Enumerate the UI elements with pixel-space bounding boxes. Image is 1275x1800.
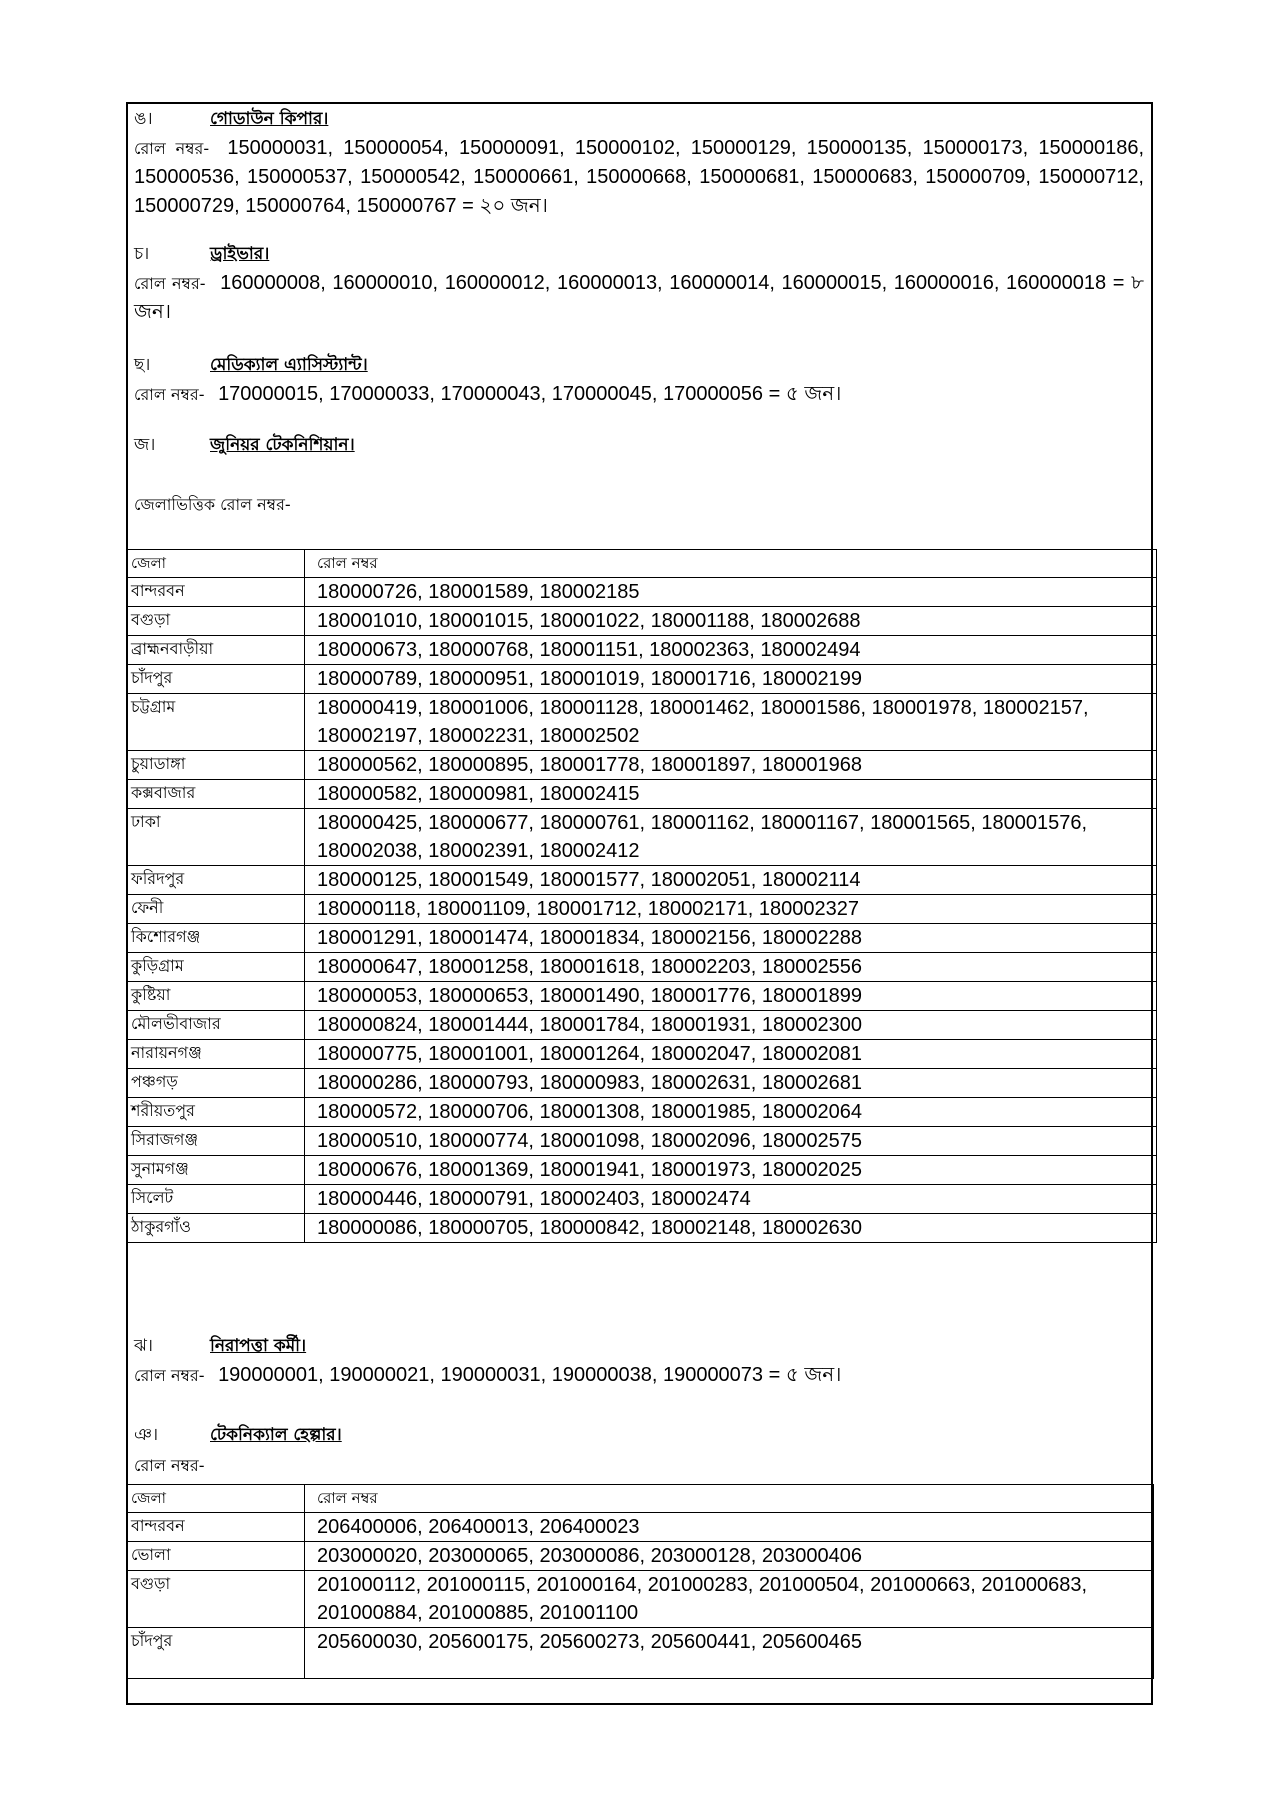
roll-numbers-cell: 180000775, 180001001, 180001264, 180002047, 180002081: [305, 1040, 1157, 1069]
district-cell: কিশোরগঞ্জ: [127, 924, 305, 953]
table-row: [127, 1513, 1154, 1542]
section-heading-medical-assistant: [134, 354, 1144, 376]
table-row: [127, 1185, 1157, 1214]
roll-paragraph-medical-assistant: [134, 380, 1144, 409]
table-row: [127, 607, 1157, 636]
table-row: [127, 1542, 1154, 1571]
district-cell: ফেনী: [127, 895, 305, 924]
district-cell: বান্দরবন: [127, 578, 305, 607]
roll-numbers-cell: 180000824, 180001444, 180001784, 180001931, 180002300: [305, 1011, 1157, 1040]
table-row: [127, 1098, 1157, 1127]
roll-numbers-cell: 180000086, 180000705, 180000842, 180002148, 180002630: [305, 1214, 1157, 1243]
table-row: [127, 1011, 1157, 1040]
section-number: ঙ।: [134, 109, 153, 129]
table-row: [127, 1156, 1157, 1185]
section-title: জুনিয়র টেকনিশিয়ান।: [210, 435, 355, 455]
roll-numbers-cell: 180000676, 180001369, 180001941, 180001973, 180002025: [305, 1156, 1157, 1185]
roll-numbers-cell: 180000286, 180000793, 180000983, 180002631, 180002681: [305, 1069, 1157, 1098]
roll-numbers-cell: 180001291, 180001474, 180001834, 180002156, 180002288: [305, 924, 1157, 953]
roll-numbers-cell: 180001010, 180001015, 180001022, 180001188, 180002688: [305, 607, 1157, 636]
table-row: [127, 866, 1157, 895]
roll-label: রোল নম্বর-: [134, 139, 210, 158]
roll-list: 160000008, 160000010, 160000012, 160000013, 160000014, 160000015, 160000016, 160000018 = ৮ জন।: [134, 272, 1144, 323]
district-cell: ব্রাহ্মনবাড়ীয়া: [127, 636, 305, 665]
roll-numbers-cell: 180000562, 180000895, 180001778, 180001897, 180001968: [305, 751, 1157, 780]
roll-numbers-cell: 180000726, 180001589, 180002185: [305, 578, 1157, 607]
roll-paragraph-godown-keeper: [134, 134, 1144, 221]
table-row: [127, 1127, 1157, 1156]
district-cell: চুয়াডাঙ্গা: [127, 751, 305, 780]
roll-numbers-cell: 201000112, 201000115, 201000164, 201000283, 201000504, 201000663, 201000683, 201000884, 201000885, 201001100: [305, 1571, 1154, 1628]
table-row: [127, 924, 1157, 953]
roll-label: রোল নম্বর-: [134, 1366, 205, 1385]
table-header-row: [127, 1485, 1154, 1513]
table-row: [127, 665, 1157, 694]
district-cell: কক্সবাজার: [127, 780, 305, 809]
table-row: [127, 953, 1157, 982]
roll-numbers-cell: 180000053, 180000653, 180001490, 180001776, 180001899: [305, 982, 1157, 1011]
table-row: [127, 809, 1157, 866]
table-row: [127, 694, 1157, 751]
section-heading-technical-helper: [134, 1424, 1144, 1446]
district-cell: কুষ্টিয়া: [127, 982, 305, 1011]
table-row: [127, 1571, 1154, 1628]
district-cell: শরীয়তপুর: [127, 1098, 305, 1127]
roll-label: রোল নম্বর-: [134, 385, 205, 404]
district-cell: মৌলভীবাজার: [127, 1011, 305, 1040]
district-roll-subtitle: জেলাভিত্তিক রোল নম্বর-: [134, 495, 291, 514]
section-heading-security-staff: [134, 1335, 1144, 1357]
roll-list: 190000001, 190000021, 190000031, 190000038, 190000073 = ৫ জন।: [218, 1364, 842, 1386]
district-cell: সুনামগঞ্জ: [127, 1156, 305, 1185]
roll-numbers-cell: 206400006, 206400013, 206400023: [305, 1513, 1154, 1542]
district-cell: ঠাকুরগাঁও: [127, 1214, 305, 1243]
roll-numbers-cell: 180000125, 180001549, 180001577, 180002051, 180002114: [305, 866, 1157, 895]
roll-column-header: রোল নম্বর: [305, 1485, 1154, 1513]
roll-paragraph-driver: [134, 269, 1144, 327]
technical-helper-district-table: [126, 1484, 1154, 1679]
table-row: [127, 636, 1157, 665]
district-column-header: জেলা: [127, 550, 305, 578]
section-number: চ।: [134, 244, 150, 264]
section-title: টেকনিক্যাল হেল্পার।: [210, 1425, 342, 1445]
roll-numbers-cell: 180000789, 180000951, 180001019, 180001716, 180002199: [305, 665, 1157, 694]
district-cell: সিলেট: [127, 1185, 305, 1214]
district-cell: ঢাকা: [127, 809, 305, 866]
roll-numbers-cell: 205600030, 205600175, 205600273, 205600441, 205600465: [305, 1628, 1154, 1679]
section-title: ড্রাইভার।: [210, 244, 270, 264]
table-row: [127, 1628, 1154, 1679]
district-cell: কুড়িগ্রাম: [127, 953, 305, 982]
district-cell: নারায়নগঞ্জ: [127, 1040, 305, 1069]
table-row: [127, 895, 1157, 924]
table-header-row: [127, 550, 1157, 578]
section-heading-junior-technician: [134, 434, 1144, 456]
roll-numbers-cell: 203000020, 203000065, 203000086, 203000128, 203000406: [305, 1542, 1154, 1571]
section-number: ঞ।: [134, 1425, 159, 1445]
section-number: জ।: [134, 435, 156, 455]
section-heading-godown-keeper: [134, 108, 1144, 130]
district-cell: ফরিদপুর: [127, 866, 305, 895]
table-row: [127, 578, 1157, 607]
district-cell: চাঁদপুর: [127, 665, 305, 694]
district-cell: ভোলা: [127, 1542, 305, 1571]
roll-numbers-cell: 180000572, 180000706, 180001308, 180001985, 180002064: [305, 1098, 1157, 1127]
roll-numbers-cell: 180000673, 180000768, 180001151, 180002363, 180002494: [305, 636, 1157, 665]
junior-technician-district-table: [126, 549, 1157, 1243]
table-row: [127, 751, 1157, 780]
section-heading-driver: [134, 243, 1144, 265]
district-cell: চাঁদপুর: [127, 1628, 305, 1679]
roll-numbers-cell: 180000419, 180001006, 180001128, 180001462, 180001586, 180001978, 180002157, 180002197, 180002231, 180002502: [305, 694, 1157, 751]
section-number: ঝ।: [134, 1336, 153, 1356]
district-cell: বগুড়া: [127, 1571, 305, 1628]
roll-column-header: রোল নম্বর: [305, 550, 1157, 578]
table-row: [127, 780, 1157, 809]
roll-numbers-cell: 180000582, 180000981, 180002415: [305, 780, 1157, 809]
district-cell: বগুড়া: [127, 607, 305, 636]
district-cell: পঞ্চগড়: [127, 1069, 305, 1098]
roll-list: 150000031, 150000054, 150000091, 150000102, 150000129, 150000135, 150000173, 150000186, 150000536, 150000537, 150000542, 150000661, 150000668, 150000681, 150000683, 150000709, 150000712, 150000729, 150000764, 150000767 = ২০ জন।: [134, 137, 1145, 217]
roll-paragraph-security-staff: [134, 1361, 1144, 1390]
district-cell: সিরাজগঞ্জ: [127, 1127, 305, 1156]
roll-numbers-cell: 180000118, 180001109, 180001712, 180002171, 180002327: [305, 895, 1157, 924]
section-title: নিরাপত্তা কর্মী।: [210, 1336, 307, 1356]
roll-numbers-cell: 180000510, 180000774, 180001098, 180002096, 180002575: [305, 1127, 1157, 1156]
table-row: [127, 982, 1157, 1011]
district-column-header: জেলা: [127, 1485, 305, 1513]
table-row: [127, 1214, 1157, 1243]
district-cell: চট্টগ্রাম: [127, 694, 305, 751]
roll-numbers-cell: 180000425, 180000677, 180000761, 180001162, 180001167, 180001565, 180001576, 180002038, 180002391, 180002412: [305, 809, 1157, 866]
technical-helper-roll-label: রোল নম্বর-: [134, 1456, 205, 1475]
section-title: গোডাউন কিপার।: [210, 109, 329, 129]
roll-label: রোল নম্বর-: [134, 274, 206, 293]
roll-numbers-cell: 180000446, 180000791, 180002403, 180002474: [305, 1185, 1157, 1214]
roll-numbers-cell: 180000647, 180001258, 180001618, 180002203, 180002556: [305, 953, 1157, 982]
table-row: [127, 1040, 1157, 1069]
roll-list: 170000015, 170000033, 170000043, 170000045, 170000056 = ৫ জন।: [218, 383, 842, 405]
section-title: মেডিক্যাল এ্যাসিস্ট্যান্ট।: [210, 355, 368, 375]
section-number: ছ।: [134, 355, 151, 375]
district-cell: বান্দরবন: [127, 1513, 305, 1542]
table-row: [127, 1069, 1157, 1098]
